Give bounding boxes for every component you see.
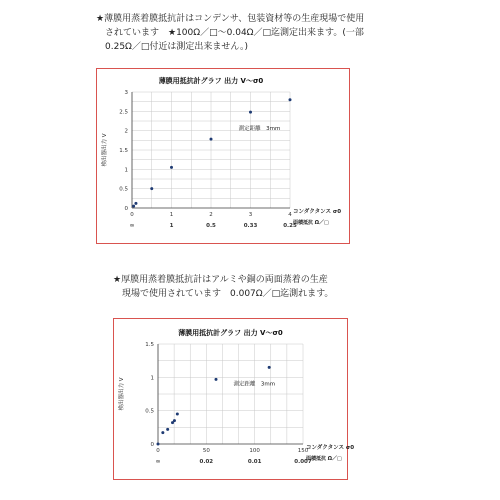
resistance-tick-label: 0.01 [247, 459, 262, 465]
y-axis-label: 検出器出力 V [119, 377, 125, 411]
x-tick-label: 1 [169, 212, 174, 218]
resistance-tick-label: ∞ [129, 223, 135, 229]
chart-frame-1 [96, 68, 350, 244]
y-tick-label: 1 [124, 167, 128, 174]
y-tick-label: 1 [150, 375, 154, 382]
y-axis-label: 検出器出力 V [102, 133, 108, 167]
x-tick-label: 4 [288, 212, 292, 218]
y-tick-label: 0.5 [119, 186, 128, 193]
data-point [173, 419, 176, 422]
y-tick-label: 1.5 [119, 148, 128, 154]
chart-2 [114, 319, 355, 479]
data-point [157, 443, 160, 446]
middle-note [113, 273, 333, 301]
chart-annotation: 測定距離 3mm [233, 381, 276, 388]
x-tick-label: 50 [202, 448, 210, 454]
middle-note-line-1: ★厚膜用蒸着膜抵抗計はアルミや銅の両面蒸着の生産 [113, 275, 328, 285]
data-point [210, 138, 213, 141]
data-point [150, 187, 153, 190]
resistance-tick-label: 0.25 [283, 223, 297, 229]
chart-1 [97, 69, 349, 243]
chart-title: 薄膜用抵抗計グラフ 出力 V～σ0 [178, 329, 283, 337]
resistance-tick-label: 0.02 [199, 459, 214, 465]
chart-frame-2 [113, 318, 355, 480]
middle-note-line-2: 現場で使用されています 0.007Ω／□迄測れます。 [113, 289, 334, 299]
resistance-tick-label: 0.33 [243, 223, 258, 229]
resistance-tick-label: 0.007 [294, 459, 312, 465]
data-point [176, 413, 179, 416]
x-axis-label: コンダクタンス σ0 [306, 445, 355, 451]
top-note-line-2: されています ★100Ω／□～0.04Ω／□迄測定出来ます。(一部 [96, 28, 364, 38]
y-tick-label: 0.5 [145, 408, 154, 415]
resistance-tick-label: ∞ [155, 459, 161, 465]
x-tick-label: 0 [156, 448, 160, 454]
y-tick-label: 0 [150, 442, 154, 448]
y-tick-label: 2 [124, 128, 128, 135]
x-tick-label: 3 [248, 212, 253, 218]
x-axis-label-2: 面積抵抗 Ω／□ [306, 456, 342, 462]
data-point [166, 428, 169, 431]
top-note [96, 12, 364, 54]
x-axis-label-2: 面積抵抗 Ω／□ [293, 220, 329, 226]
data-point [161, 431, 164, 434]
data-point [268, 366, 271, 369]
x-tick-label: 100 [249, 448, 260, 454]
data-point [289, 98, 292, 101]
data-point [134, 202, 137, 205]
data-point [249, 111, 252, 114]
y-tick-label: 2.5 [119, 109, 128, 116]
x-axis-label: コンダクタンス σ0 [293, 209, 342, 215]
y-tick-label: 1.5 [145, 342, 154, 348]
x-tick-label: 150 [297, 448, 309, 454]
resistance-tick-label: 0.5 [206, 223, 216, 229]
data-point [170, 166, 173, 169]
chart-title: 薄膜用抵抗計グラフ 出力 V～σ0 [158, 77, 264, 85]
top-note-line-3: 0.25Ω／□付近は測定出来ません。) [96, 42, 248, 52]
top-note-line-1: ★薄膜用蒸着膜抵抗計はコンデンサ、包装資材等の生産現場で使用 [96, 14, 365, 24]
y-tick-label: 0 [124, 206, 128, 212]
data-point [215, 378, 218, 381]
data-point [132, 205, 135, 208]
x-tick-label: 0 [130, 212, 134, 218]
x-tick-label: 2 [209, 212, 213, 218]
chart-annotation: 測定距離 3mm [238, 125, 281, 132]
resistance-tick-label: 1 [169, 223, 174, 229]
y-tick-label: 3 [124, 90, 128, 96]
